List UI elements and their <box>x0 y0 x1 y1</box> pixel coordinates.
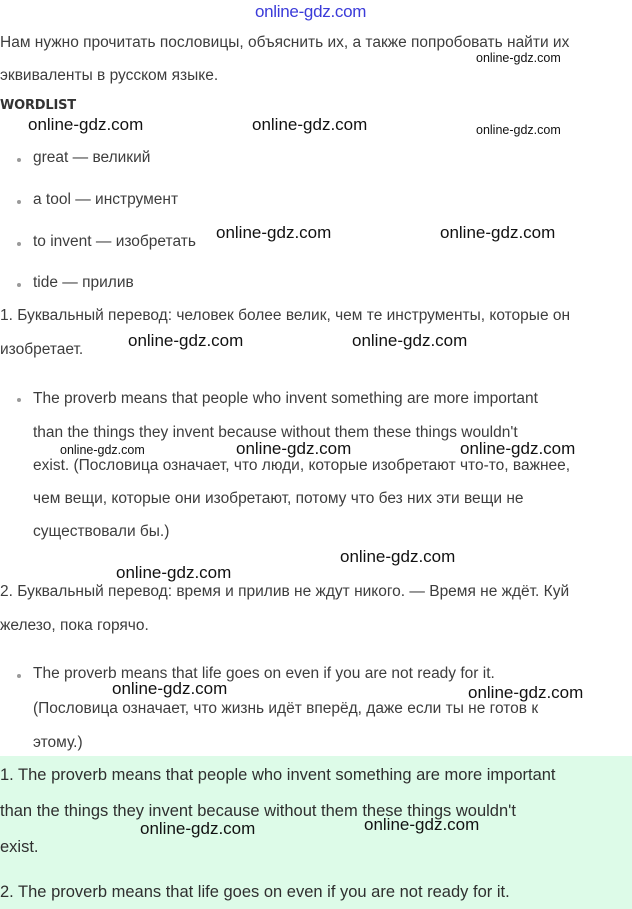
wordlist-title: WORDLIST <box>0 98 76 113</box>
section1-bullet-line: The proverb means that people who invent something are more important <box>33 390 538 407</box>
section2-bullet-line: этому.) <box>33 734 83 751</box>
watermark: online-gdz.com <box>116 563 232 582</box>
section1-line-2: изобретает. <box>0 341 84 358</box>
watermark: online-gdz.com <box>60 443 145 457</box>
bullet-dot <box>17 674 21 678</box>
section1-bullet-line: чем вещи, которые они изобретают, потому что без них эти вещи не <box>33 490 524 507</box>
bullet-dot <box>17 398 21 402</box>
watermark: online-gdz.com <box>352 331 468 350</box>
section1-bullet-line: существовали бы.) <box>33 523 170 540</box>
bullet-dot <box>17 283 21 287</box>
section2-bullet-line: (Пословица означает, что жизнь идёт вперёд, даже если ты не готов к <box>33 700 539 717</box>
bullet-dot <box>17 158 21 162</box>
section2-line-1: 2. Буквальный перевод: время и прилив не ждут никого. — Время не ждёт. Куй <box>0 583 570 600</box>
answer-1-line: than the things they invent because without them these things wouldn't <box>0 802 516 820</box>
section1-bullet-line: than the things they invent because without them these things wouldn't <box>33 424 518 441</box>
watermark: online-gdz.com <box>236 439 352 458</box>
watermark: online-gdz.com <box>476 51 561 65</box>
watermark: online-gdz.com <box>476 123 561 137</box>
wordlist-item-text: to invent — изобретать <box>33 233 196 250</box>
section1-bullet-line: exist. (Пословица означает, что люди, которые изобретают что-то, важнее, <box>33 457 571 474</box>
section1-line-1: 1. Буквальный перевод: человек более велик, чем те инструменты, которые он <box>0 307 571 324</box>
bullet-dot <box>17 242 21 246</box>
wordlist-item-text: a tool — инструмент <box>33 191 179 208</box>
watermark: online-gdz.com <box>128 331 244 350</box>
watermark: online-gdz.com <box>28 115 144 134</box>
section2-bullet-line: The proverb means that life goes on even if you are not ready for it. <box>33 665 495 682</box>
watermark: online-gdz.com <box>140 819 256 838</box>
intro-line-1: Нам нужно прочитать пословицы, объяснить их, а также попробовать найти их <box>0 34 570 51</box>
wordlist-item-text: great — великий <box>33 149 151 166</box>
watermark: online-gdz.com <box>340 547 456 566</box>
answer-2-line: 2. The proverb means that life goes on even if you are not ready for it. <box>0 883 510 901</box>
wordlist-item-text: tide — прилив <box>33 274 134 291</box>
watermark: online-gdz.com <box>440 223 556 242</box>
watermark: online-gdz.com <box>460 439 576 458</box>
watermark: online-gdz.com <box>112 679 228 698</box>
bullet-dot <box>17 200 21 204</box>
watermark: online-gdz.com <box>216 223 332 242</box>
answer-1-line: exist. <box>0 838 39 856</box>
answer-1-line: 1. The proverb means that people who invent something are more important <box>0 766 556 784</box>
intro-line-2: эквиваленты в русском языке. <box>0 67 219 84</box>
watermark: online-gdz.com <box>364 815 480 834</box>
section2-line-2: железо, пока горячо. <box>0 617 149 634</box>
watermark: online-gdz.com <box>252 115 368 134</box>
watermark-top: online-gdz.com <box>255 2 367 21</box>
watermark: online-gdz.com <box>468 683 584 702</box>
